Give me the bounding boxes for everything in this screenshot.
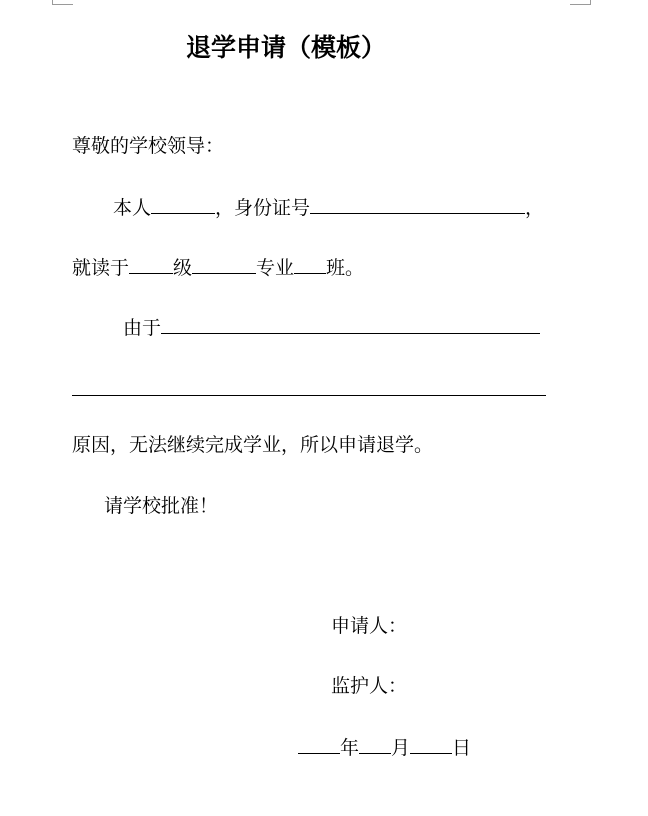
enrollment-line — [72, 253, 364, 281]
year-label: 年 — [340, 737, 360, 759]
major-label: 专业 — [256, 257, 295, 279]
grade-blank[interactable] — [129, 253, 173, 274]
guardian-label: 监护人： — [331, 675, 408, 697]
reason-continuation-blank[interactable] — [72, 395, 546, 396]
salutation: 尊敬的学校领导： — [72, 135, 225, 157]
major-blank[interactable] — [192, 253, 256, 274]
page-corner-mark-left — [52, 0, 73, 5]
reason-blank[interactable] — [161, 313, 540, 334]
identity-prefix: 本人 — [113, 197, 152, 219]
approval-request: 请学校批准！ — [104, 495, 219, 517]
reason-prefix: 由于 — [123, 317, 162, 339]
class-blank[interactable] — [294, 253, 326, 274]
year-blank[interactable] — [298, 733, 340, 754]
applicant-label: 申请人： — [331, 615, 408, 637]
identity-line — [113, 193, 544, 221]
name-blank[interactable] — [151, 193, 215, 214]
id-number-blank[interactable] — [310, 193, 525, 214]
month-blank[interactable] — [359, 733, 391, 754]
page-corner-mark-right — [570, 0, 591, 5]
identity-suffix: ， — [525, 197, 545, 219]
month-label: 月 — [391, 737, 411, 759]
day-blank[interactable] — [410, 733, 452, 754]
reason-line — [123, 313, 540, 341]
id-number-label: ，身份证号 — [215, 197, 311, 219]
reason-statement: 原因，无法继续完成学业，所以申请退学。 — [72, 434, 434, 456]
class-label: 班。 — [326, 257, 365, 279]
day-label: 日 — [452, 737, 472, 759]
grade-label: 级 — [173, 257, 193, 279]
date-line — [298, 733, 471, 761]
enrollment-prefix: 就读于 — [72, 257, 130, 279]
document-title: 退学申请（模板） — [186, 33, 387, 62]
